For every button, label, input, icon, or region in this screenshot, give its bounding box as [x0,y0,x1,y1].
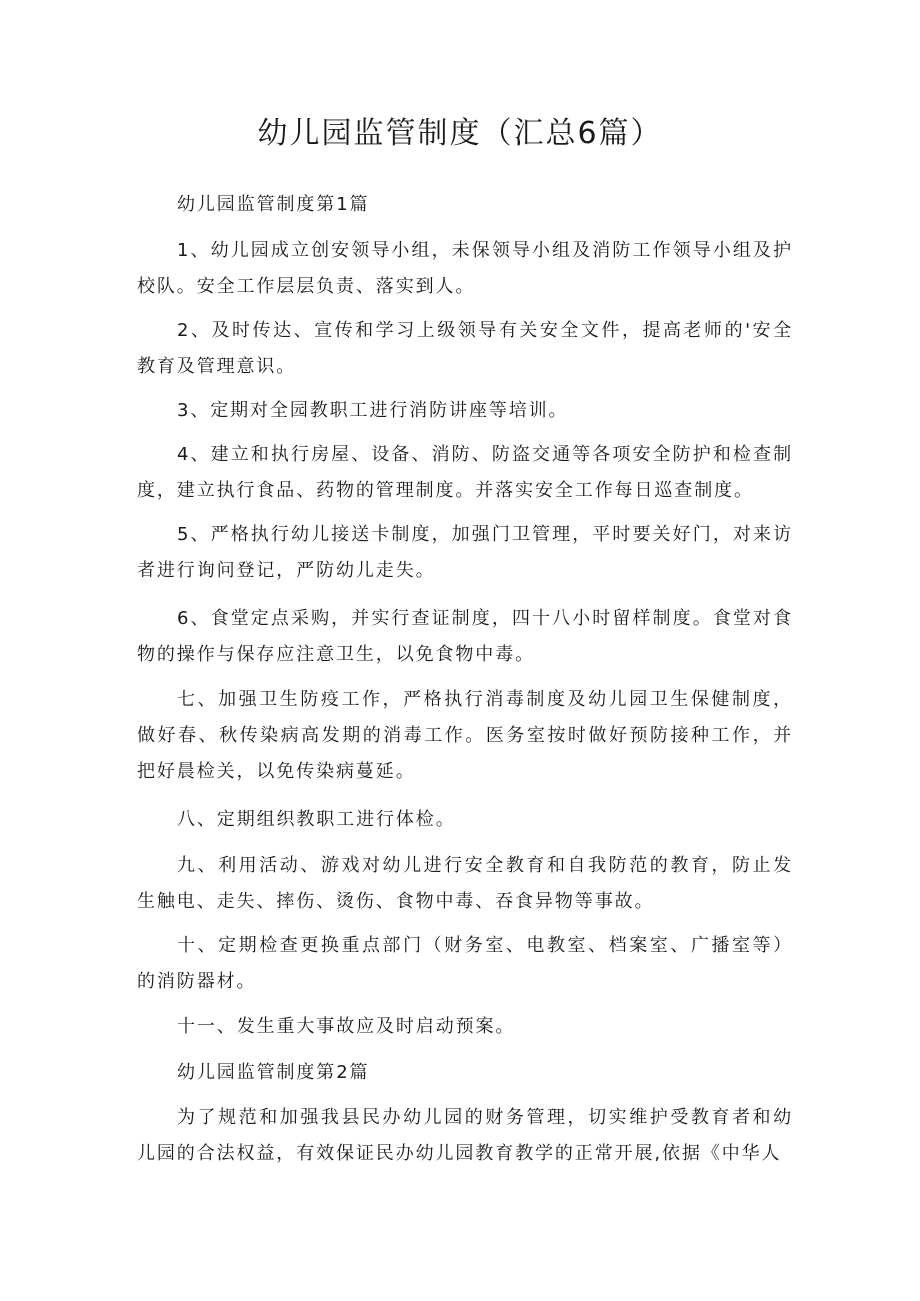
paragraph-item-3: 3、定期对全园教职工进行消防讲座等培训。 [177,400,569,421]
paragraph-item-8: 八、定期组织教职工进行体检。 [177,809,456,830]
paragraph-item-7: 七、加强卫生防疫工作，严格执行消毒制度及幼儿园卫生保健制度，做好春、秋传染病高发期的消毒工作。医务室按时做好预防接种工作，并把好晨检关，以免传染病蔓延。 [137,689,793,782]
paragraph-item-5: 5、严格执行幼儿接送卡制度，加强门卫管理，平时要关好门，对来访者进行询问登记，严防幼儿走失。 [137,524,793,581]
paragraph-item-9: 九、利用活动、游戏对幼儿进行安全教育和自我防范的教育，防止发生触电、走失、摔伤、烫伤、食物中毒、吞食异物等事故。 [137,855,793,912]
paragraph-item-11: 十一、发生重大事故应及时启动预案。 [177,1016,516,1037]
paragraph-item-2: 2、及时传达、宣传和学习上级领导有关安全文件，提高老师的'安全教育及管理意识。 [137,320,793,377]
paragraph-item-10: 十、定期检查更换重点部门（财务室、电教室、档案室、广播室等）的消防器材。 [137,935,793,992]
section-heading-2: 幼儿园监管制度第2篇 [177,1062,370,1083]
document-title: 幼儿园监管制度（汇总6篇） [257,116,663,151]
paragraph-item-4: 4、建立和执行房屋、设备、消防、防盗交通等各项安全防护和检查制度，建立执行食品、药物的管理制度。并落实安全工作每日巡查制度。 [137,444,793,501]
section-heading-1: 幼儿园监管制度第1篇 [177,194,370,215]
paragraph-item-1: 1、幼儿园成立创安领导小组，未保领导小组及消防工作领导小组及护校队。安全工作层层负责、落实到人。 [137,240,793,297]
paragraph-item-6: 6、食堂定点采购，并实行查证制度，四十八小时留样制度。食堂对食物的操作与保存应注意卫生，以免食物中毒。 [137,608,793,665]
paragraph-intro: 为了规范和加强我县民办幼儿园的财务管理，切实维护受教育者和幼儿园的合法权益，有效保证民办幼儿园教育教学的正常开展,依据《中华人 [137,1107,793,1164]
